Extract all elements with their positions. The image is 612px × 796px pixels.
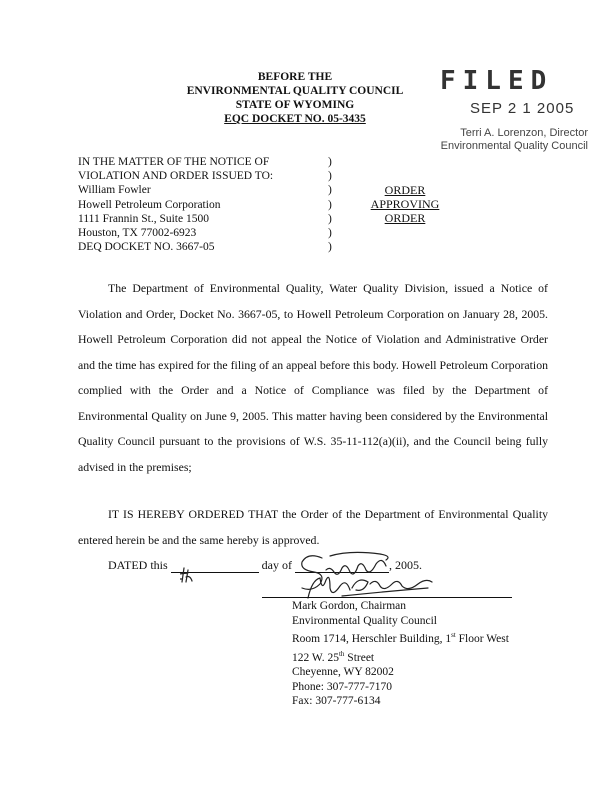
body-paragraph-2 bbox=[78, 502, 548, 553]
caption-paren: ) bbox=[328, 184, 332, 197]
filed-stamp-name: Terri A. Lorenzon, Director bbox=[460, 127, 588, 139]
caption-line: DEQ DOCKET NO. 3667-05 bbox=[78, 241, 215, 254]
filed-stamp-date: SEP 2 1 2005 bbox=[470, 100, 575, 117]
filed-stamp-signer bbox=[440, 127, 588, 153]
caption-line: VIOLATION AND ORDER ISSUED TO: bbox=[78, 170, 274, 183]
order-title-line-2: ORDER bbox=[384, 211, 426, 225]
filed-stamp bbox=[440, 66, 600, 153]
street-text: 122 W. 25 bbox=[292, 651, 339, 664]
caption-paren: ) bbox=[328, 170, 332, 183]
dated-prefix: DATED this bbox=[108, 558, 168, 572]
body-paragraph-1 bbox=[78, 276, 548, 480]
document-header bbox=[160, 70, 430, 126]
signer-phone: Phone: 307-777-7170 bbox=[292, 680, 392, 693]
header-line-3: STATE OF WYOMING bbox=[235, 99, 355, 111]
caption-line: 1111 Frannin St., Suite 1500 bbox=[78, 212, 209, 225]
caption-line: IN THE MATTER OF THE NOTICE OF bbox=[78, 156, 270, 168]
room-floor-text: Floor West bbox=[455, 633, 509, 646]
header-line-2: ENVIRONMENTAL QUALITY COUNCIL bbox=[186, 85, 404, 97]
street-suffix: Street bbox=[344, 651, 375, 664]
signer-organization: Environmental Quality Council bbox=[292, 614, 438, 627]
filed-stamp-office: Environmental Quality Council bbox=[440, 140, 588, 152]
dated-mid: day of bbox=[261, 558, 292, 572]
handwritten-signature bbox=[180, 548, 440, 603]
caption-paren: ) bbox=[328, 198, 332, 211]
signer-room bbox=[292, 628, 509, 646]
body-paragraph-1-text: The Department of Environmental Quality, Water Quality Division, issued a Notice of Violation and Order, Docket No. 3667-05, to Howell Petroleum Corporation on January 28, 2005. Howell Petroleum Corporation did not appeal the Notice of Violation and Administrative Order and the time has expired for the filing of an appeal before this body. Howell Petroleum Corporation complied with the Order and a Notice of Compliance was filed by the Department of Environmental Quality on June 9, 2005. This matter having been considered by the Environmental Quality Council pursuant to the provisions of W.S. 35-11-112(a)(ii), and the Council being fully advised in the premises; bbox=[78, 281, 548, 474]
caption-paren: ) bbox=[328, 156, 332, 168]
caption-parentheses bbox=[328, 155, 332, 254]
case-caption bbox=[78, 155, 273, 254]
caption-paren: ) bbox=[328, 227, 332, 240]
eqc-docket-number: EQC DOCKET NO. 05-3435 bbox=[224, 113, 366, 125]
dated-year: , 2005. bbox=[389, 558, 422, 572]
signature-line bbox=[262, 597, 512, 598]
caption-paren: ) bbox=[328, 212, 332, 225]
caption-line: Howell Petroleum Corporation bbox=[78, 198, 221, 211]
body-paragraph-2-text: IT IS HEREBY ORDERED THAT the Order of the Department of Environmental Quality entered herein be and the same hereby is approved. bbox=[78, 507, 548, 547]
caption-paren: ) bbox=[328, 241, 332, 254]
caption-line: Houston, TX 77002-6923 bbox=[78, 227, 197, 240]
order-title bbox=[355, 183, 455, 225]
signer-name: Mark Gordon, Chairman bbox=[292, 600, 407, 612]
signer-street bbox=[292, 647, 509, 665]
caption-line: William Fowler bbox=[78, 184, 151, 197]
signer-fax: Fax: 307-777-6134 bbox=[292, 695, 381, 708]
header-line-1: BEFORE THE bbox=[257, 71, 333, 83]
signature-block bbox=[292, 599, 509, 709]
filed-stamp-title: FILED bbox=[440, 66, 554, 96]
room-text: Room 1714, Herschler Building, 1 bbox=[292, 633, 452, 646]
street-superscript: th bbox=[338, 649, 345, 658]
order-title-line-1: ORDER APPROVING bbox=[370, 183, 440, 211]
signer-city: Cheyenne, WY 82002 bbox=[292, 666, 394, 679]
room-superscript: st bbox=[451, 631, 456, 640]
